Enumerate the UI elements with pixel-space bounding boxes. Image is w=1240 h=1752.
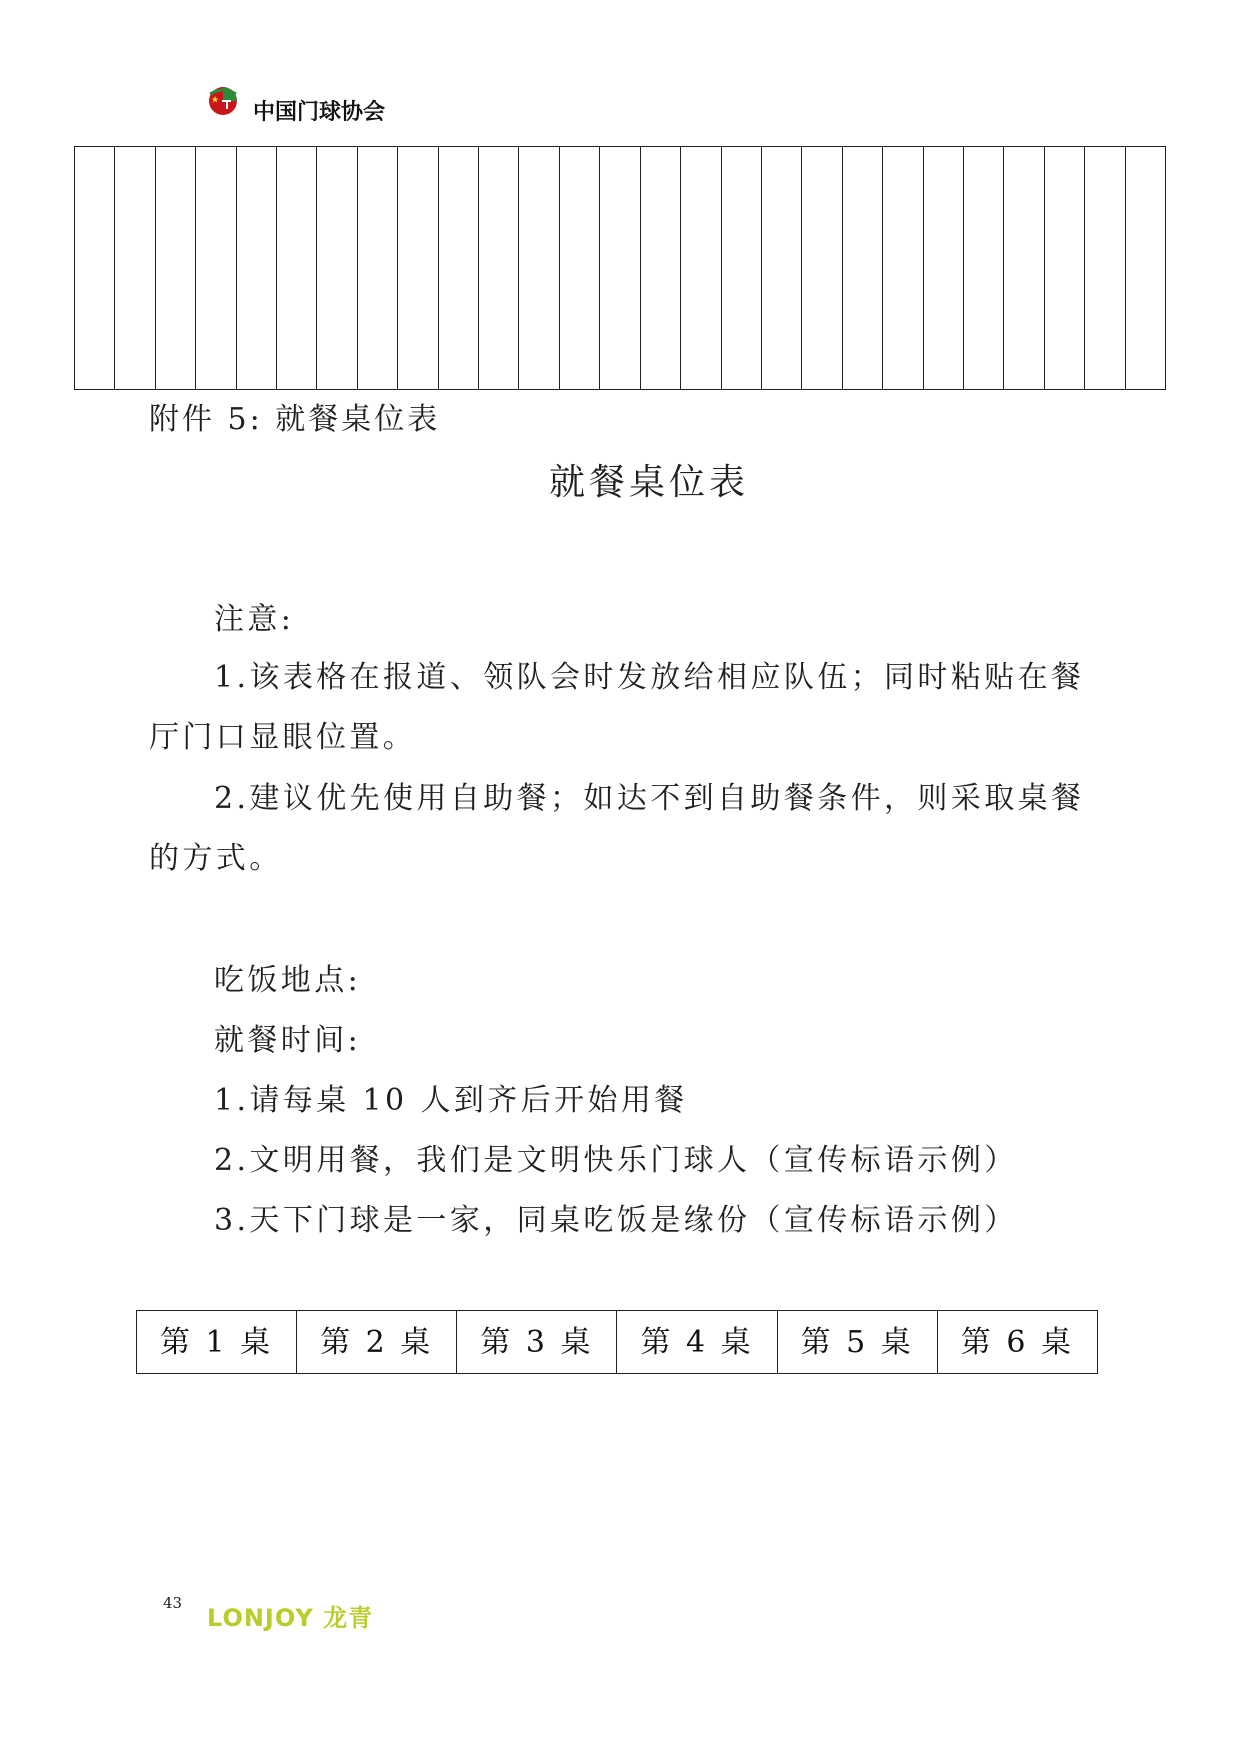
grid-column: [802, 147, 842, 389]
grid-column: [924, 147, 964, 389]
page-number: 43: [163, 1594, 183, 1612]
grid-column: [317, 147, 357, 389]
grid-column: [843, 147, 883, 389]
grid-column: [1004, 147, 1044, 389]
grid-column: [681, 147, 721, 389]
dining-time-label: 就餐时间:: [214, 1023, 362, 1058]
organization-name: 中国门球协会: [253, 99, 386, 125]
page-header: [207, 84, 385, 124]
document-title: 就餐桌位表: [548, 462, 749, 503]
grid-column: [439, 147, 479, 389]
grid-column: [1045, 147, 1085, 389]
grid-column: [479, 147, 519, 389]
dining-rule-2: 2.文明用餐，我们是文明快乐门球人（宣传标语示例）: [214, 1143, 1018, 1178]
grid-column: [641, 147, 681, 389]
grid-column: [277, 147, 317, 389]
dining-rule-1: 1.请每桌 10 人到齐后开始用餐: [214, 1083, 688, 1118]
notice-item-2-line-1: 2.建议优先使用自助餐；如达不到自助餐条件，则采取桌餐: [214, 781, 1085, 816]
table-cell-3: 第 3 桌: [457, 1311, 617, 1374]
grid-column: [1085, 147, 1125, 389]
grid-column: [358, 147, 398, 389]
grid-column: [75, 147, 115, 389]
grid-column: [1126, 147, 1166, 389]
grid-column: [883, 147, 923, 389]
table-cell-2: 第 2 桌: [297, 1311, 457, 1374]
seating-table: [136, 1310, 1098, 1374]
grid-column: [115, 147, 155, 389]
attachment-label: 附件 5: 就餐桌位表: [149, 402, 441, 437]
grid-column: [237, 147, 277, 389]
table-cell-1: 第 1 桌: [137, 1311, 297, 1374]
notice-heading: 注意:: [214, 602, 295, 637]
table-cell-5: 第 5 桌: [777, 1311, 937, 1374]
table-cell-6: 第 6 桌: [937, 1311, 1097, 1374]
table-cell-4: 第 4 桌: [617, 1311, 777, 1374]
grid-column: [600, 147, 640, 389]
grid-column: [519, 147, 559, 389]
notice-item-1-line-2: 厅门口显眼位置。: [149, 720, 417, 755]
grid-column: [722, 147, 762, 389]
grid-column: [762, 147, 802, 389]
dining-rule-3: 3.天下门球是一家，同桌吃饭是缘份（宣传标语示例）: [214, 1203, 1018, 1238]
grid-column: [398, 147, 438, 389]
dining-location-label: 吃饭地点:: [214, 963, 362, 998]
grid-column: [156, 147, 196, 389]
grid-column: [964, 147, 1004, 389]
seating-table-row: [137, 1311, 1098, 1374]
notice-item-2-line-2: 的方式。: [149, 841, 283, 876]
gateball-association-logo-icon: [207, 84, 239, 116]
notice-item-1-line-1: 1.该表格在报道、领队会时发放给相应队伍；同时粘贴在餐: [214, 660, 1085, 695]
footer-brand-logo: LONJOY 龙青: [207, 1604, 374, 1632]
grid-column: [560, 147, 600, 389]
grid-column: [196, 147, 236, 389]
empty-column-grid: [74, 146, 1166, 390]
